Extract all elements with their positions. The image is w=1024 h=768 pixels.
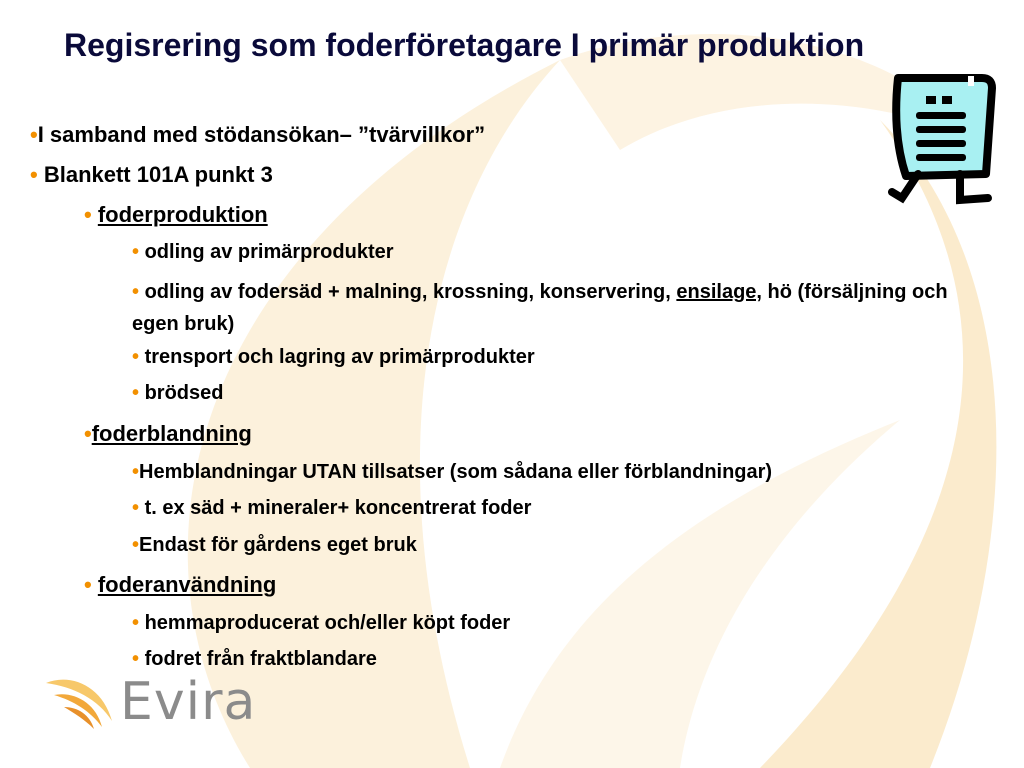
evira-swirl-icon: [40, 665, 130, 735]
item-text: hemmaproducerat och/eller köpt foder: [144, 612, 511, 634]
bullet: •: [132, 346, 140, 368]
bullet: •: [30, 122, 38, 147]
list-item: [132, 382, 223, 405]
list-item: [132, 648, 377, 671]
bullet: •: [132, 461, 140, 483]
item-text: trensport och lagring av primärprodukter: [144, 346, 535, 368]
list-item: [84, 202, 268, 228]
item-text: brödsed: [144, 382, 224, 404]
bullet: •: [132, 612, 140, 634]
bullet: •: [84, 202, 92, 227]
bullet: •: [132, 382, 140, 404]
list-item: [132, 276, 992, 340]
item-text: odling av primärprodukter: [144, 241, 394, 263]
item-text-underlined: ensilage,: [676, 281, 762, 303]
evira-logo-text: Evira: [120, 672, 257, 732]
item-text: fodret från fraktblandare: [144, 648, 377, 670]
list-item: [132, 534, 417, 557]
bullet: •: [30, 162, 38, 187]
list-item: [132, 612, 510, 635]
item-text: odling av fodersäd + malning, krossning, konservering,: [144, 281, 671, 303]
item-text: Blankett 101A punkt 3: [43, 162, 273, 187]
list-item: [132, 497, 531, 520]
item-text: I samband med stödansökan– ”tvärvillkor”: [37, 122, 486, 147]
item-text: foderanvändning: [97, 572, 277, 597]
item-text: foderproduktion: [97, 202, 268, 227]
bullet: •: [84, 572, 92, 597]
list-item: [30, 162, 273, 188]
list-item: [132, 346, 535, 369]
slide-title: Regisrering som foderföretagare I primär produktion: [64, 27, 865, 63]
list-item: [132, 461, 772, 484]
list-item: [30, 122, 485, 148]
bullet: •: [132, 497, 140, 519]
bullet: •: [132, 648, 140, 670]
bullet: •: [132, 241, 140, 263]
bullet: •: [132, 281, 140, 303]
item-text: hö (försäljning och egen bruk): [132, 281, 948, 335]
list-item: [84, 421, 252, 447]
item-text: Endast för gårdens eget bruk: [139, 534, 417, 556]
item-text: Hemblandningar UTAN tillsatser (som sådana eller förblandningar): [139, 461, 773, 483]
list-item: [84, 572, 276, 598]
list-item: [132, 241, 394, 264]
bullet: •: [132, 534, 140, 556]
document-with-legs-icon: [888, 74, 1000, 208]
item-text: t. ex säd + mineraler+ koncentrerat foder: [144, 497, 532, 519]
bullet: •: [84, 421, 92, 446]
item-text: foderblandning: [91, 421, 252, 446]
